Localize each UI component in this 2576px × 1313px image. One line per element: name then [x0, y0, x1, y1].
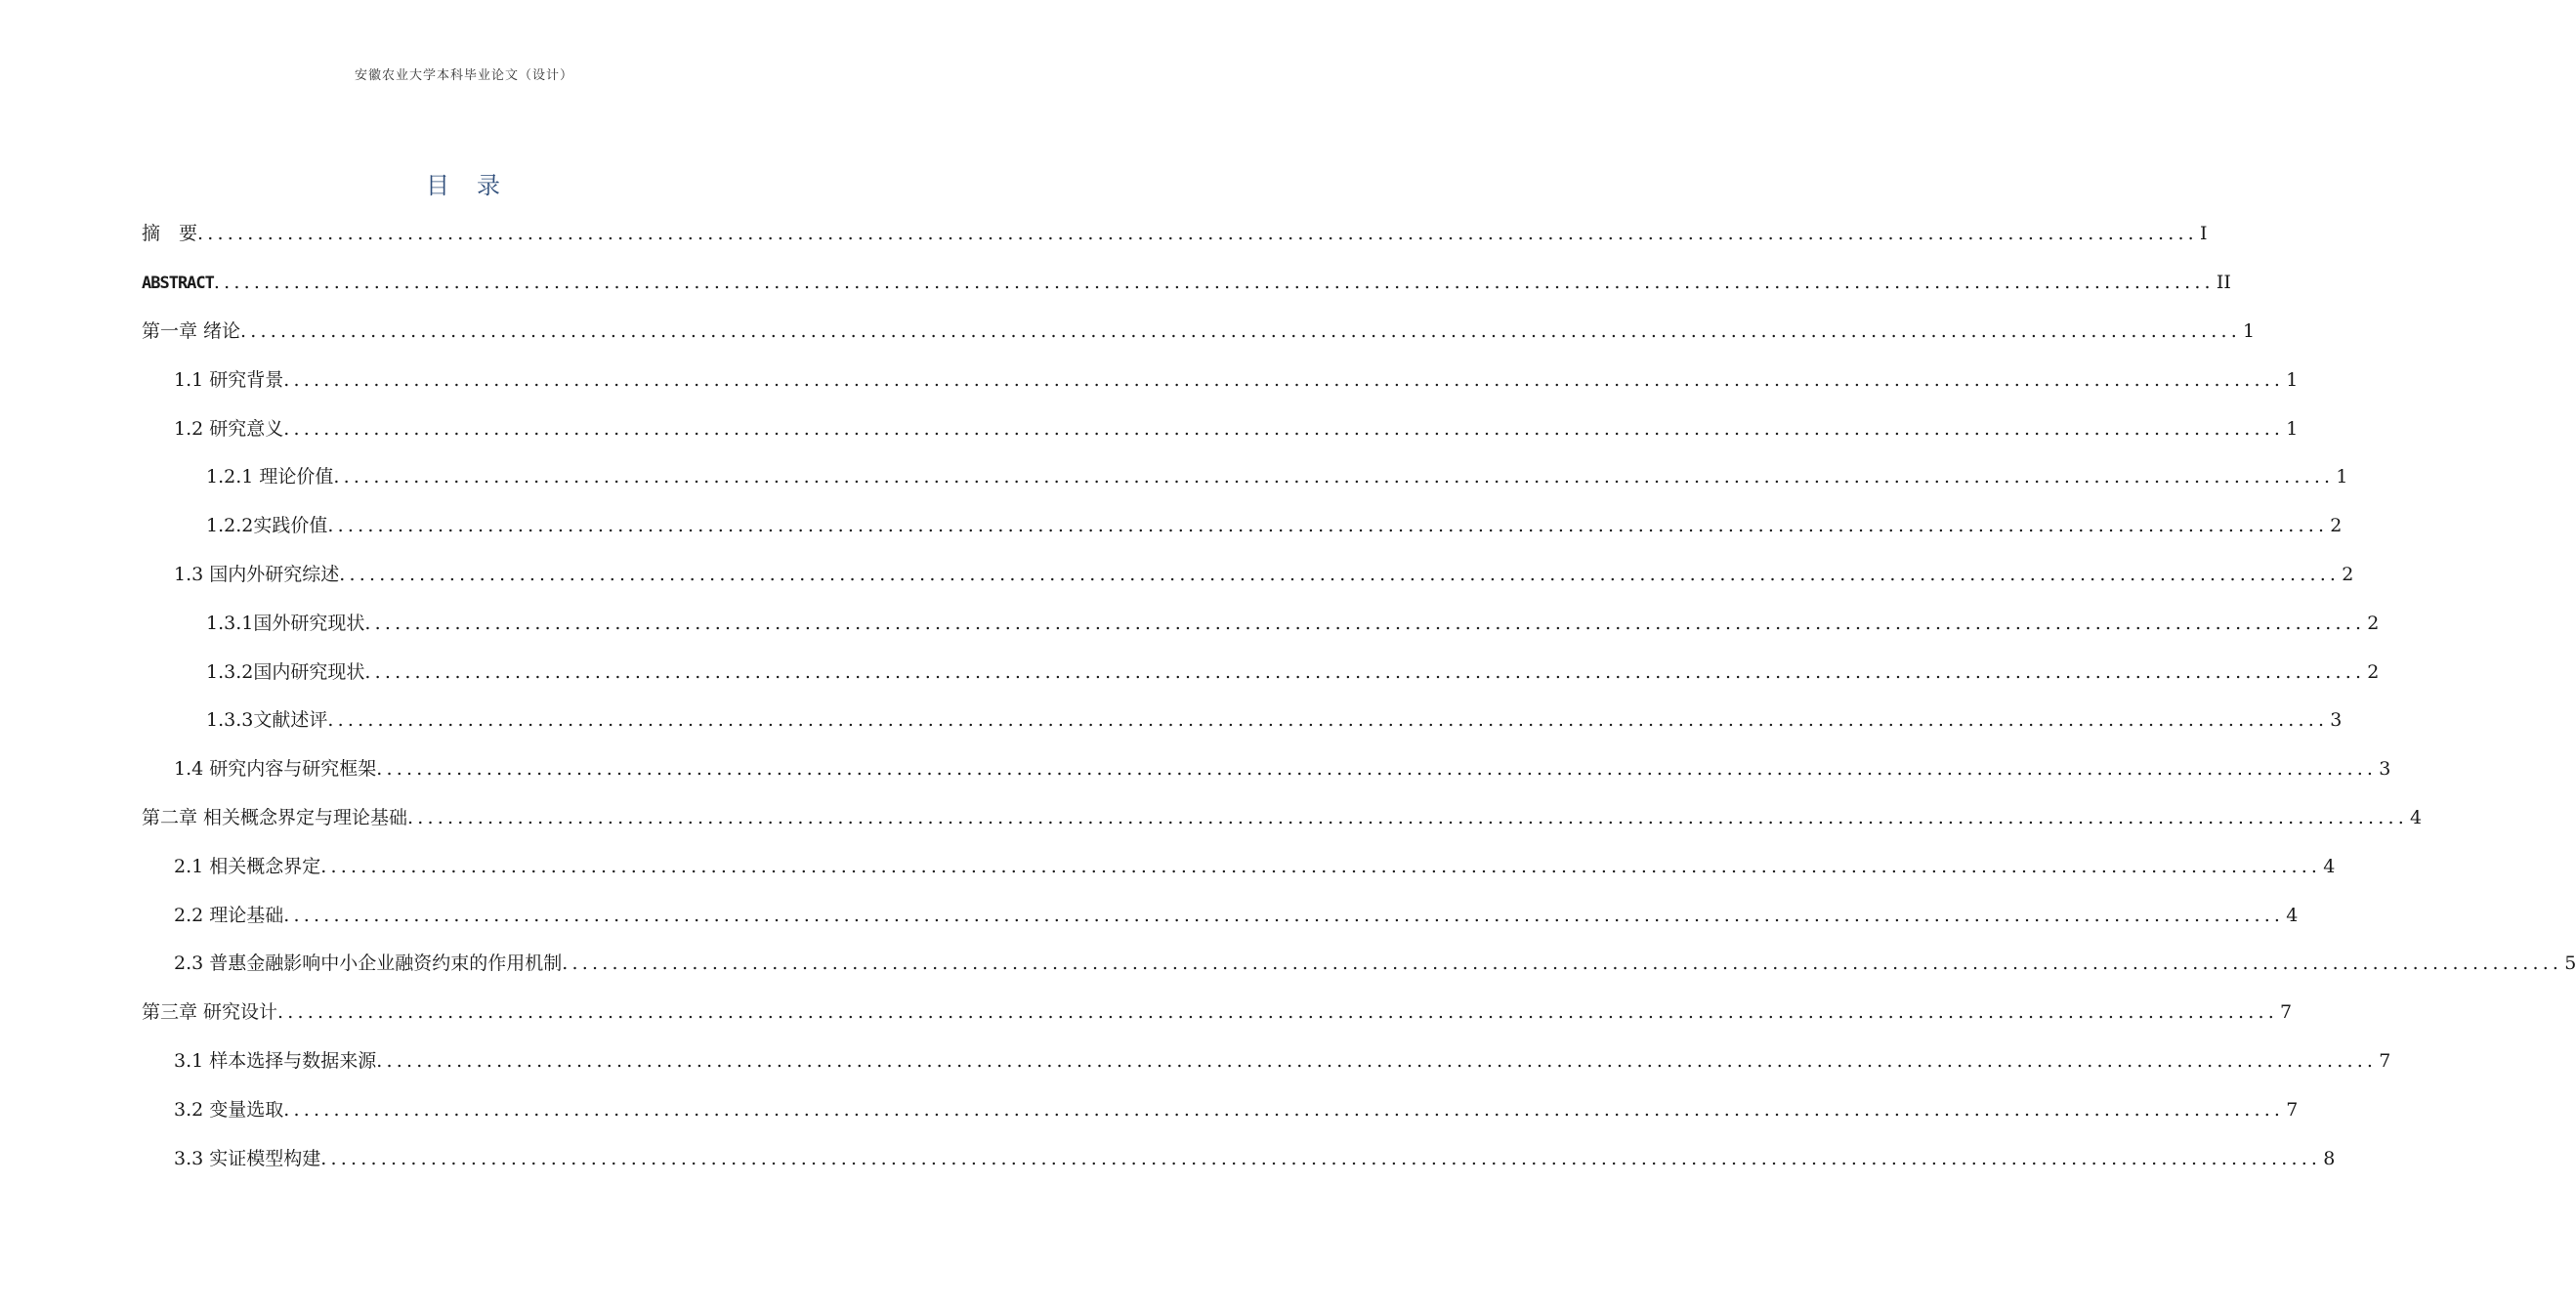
toc-entry-label: 3.2 变量选取	[174, 1099, 284, 1121]
toc-entry-chapter-2[interactable]	[142, 803, 2423, 832]
dot-leader: ........................................................................................................................................................................................................	[407, 807, 2408, 828]
dot-leader: ........................................................................................................................................................................................................	[364, 613, 2366, 634]
toc-entry-page: II	[2216, 272, 2231, 293]
toc-entry-label: 摘 要	[142, 223, 198, 244]
dot-leader: ........................................................................................................................................................................................................	[283, 1099, 2285, 1121]
toc-entry-1-2-1[interactable]	[206, 462, 2348, 491]
toc-entry-page: 4	[2409, 807, 2423, 828]
toc-entry-1-2[interactable]	[174, 414, 2299, 444]
toc-entry-page: 4	[2323, 856, 2336, 877]
dot-leader: ........................................................................................................................................................................................................	[197, 223, 2198, 244]
toc-entry-page: 2	[2342, 564, 2354, 585]
toc-entry-page: 2	[2330, 515, 2343, 536]
toc-entry-abstract-en[interactable]	[142, 268, 2231, 297]
dot-leader: ........................................................................................................................................................................................................	[240, 320, 2241, 342]
dot-leader: ........................................................................................................................................................................................................	[277, 1001, 2278, 1023]
toc-entry-page: I	[2199, 223, 2208, 244]
toc-entry-label: 3.1 样本选择与数据来源	[174, 1050, 377, 1072]
running-header: 安徽农业大学本科毕业论文（设计）	[354, 68, 573, 83]
toc-entry-page: 1	[2286, 369, 2299, 391]
dot-leader: ........................................................................................................................................................................................................	[562, 953, 2563, 974]
toc-entry-label: 1.2.2实践价值	[206, 515, 328, 536]
dot-leader: ........................................................................................................................................................................................................	[364, 661, 2366, 683]
toc-entry-page: 7	[2286, 1099, 2299, 1121]
dot-leader: ........................................................................................................................................................................................................	[327, 709, 2329, 731]
toc-entry-1-1[interactable]	[174, 365, 2299, 395]
toc-entry-label: 1.3 国内外研究综述	[174, 564, 340, 585]
toc-entry-chapter-3[interactable]	[142, 997, 2293, 1027]
toc-entry-page: 4	[2286, 905, 2299, 926]
dot-leader: ........................................................................................................................................................................................................	[327, 515, 2329, 536]
toc-entry-2-3[interactable]	[174, 949, 2576, 978]
toc-entry-2-1[interactable]	[174, 852, 2336, 881]
toc-entry-page: 3	[2379, 758, 2391, 780]
dot-leader: ........................................................................................................................................................................................................	[376, 1050, 2378, 1072]
toc-entry-1-4[interactable]	[174, 754, 2391, 784]
toc-entry-page: 1	[2242, 320, 2256, 342]
toc-entry-3-3[interactable]	[174, 1144, 2336, 1173]
toc-entry-1-2-2[interactable]	[206, 511, 2343, 540]
toc-entry-page: 8	[2323, 1148, 2336, 1169]
toc-entry-page: 7	[2379, 1050, 2391, 1072]
dot-leader: ........................................................................................................................................................................................................	[213, 272, 2215, 293]
toc-entry-page: 7	[2279, 1001, 2293, 1023]
toc-title-part2: 录	[477, 172, 502, 199]
toc-entry-page: 5	[2564, 953, 2576, 974]
toc-entry-page: 1	[2336, 466, 2348, 487]
toc-entry-1-3-3[interactable]	[206, 705, 2343, 735]
toc-entry-label: 3.3 实证模型构建	[174, 1148, 321, 1169]
toc-entry-1-3-2[interactable]	[206, 657, 2380, 687]
toc-entry-label: 1.2.1 理论价值	[206, 466, 334, 487]
dot-leader: ........................................................................................................................................................................................................	[320, 856, 2322, 877]
toc-entry-abstract-cn[interactable]	[142, 219, 2208, 248]
toc-entry-chapter-1[interactable]	[142, 317, 2256, 346]
dot-leader: ........................................................................................................................................................................................................	[320, 1148, 2322, 1169]
toc-entry-1-3-1[interactable]	[206, 609, 2380, 638]
toc-entry-2-2[interactable]	[174, 901, 2299, 930]
toc-entry-label: ABSTRACT	[142, 274, 214, 293]
toc-title-part1: 目	[426, 172, 451, 199]
toc-entry-page: 1	[2286, 418, 2299, 440]
dot-leader: ........................................................................................................................................................................................................	[283, 369, 2285, 391]
toc-entry-label: 2.1 相关概念界定	[174, 856, 321, 877]
toc-entry-label: 第二章 相关概念界定与理论基础	[142, 807, 408, 828]
dot-leader: ........................................................................................................................................................................................................	[283, 418, 2285, 440]
toc-entry-page: 2	[2367, 613, 2380, 634]
dot-leader: ........................................................................................................................................................................................................	[333, 466, 2335, 487]
dot-leader: ........................................................................................................................................................................................................	[283, 905, 2285, 926]
toc-entry-label: 2.2 理论基础	[174, 905, 284, 926]
toc-entry-label: 1.3.3文献述评	[206, 709, 328, 731]
toc-entry-1-3[interactable]	[174, 560, 2354, 589]
toc-entry-3-1[interactable]	[174, 1046, 2391, 1076]
toc-entry-label: 1.1 研究背景	[174, 369, 284, 391]
toc-entry-label: 1.4 研究内容与研究框架	[174, 758, 377, 780]
toc-entry-label: 1.3.1国外研究现状	[206, 613, 365, 634]
toc-entry-3-2[interactable]	[174, 1095, 2299, 1124]
dot-leader: ........................................................................................................................................................................................................	[339, 564, 2341, 585]
toc-entry-label: 2.3 普惠金融影响中小企业融资约束的作用机制	[174, 953, 563, 974]
toc-entry-label: 1.3.2国内研究现状	[206, 661, 365, 683]
toc-entry-page: 2	[2367, 661, 2380, 683]
dot-leader: ........................................................................................................................................................................................................	[376, 758, 2378, 780]
toc-title	[0, 166, 928, 200]
toc-entry-label: 第三章 研究设计	[142, 1001, 278, 1023]
toc-entry-page: 3	[2330, 709, 2343, 731]
toc-entry-label: 第一章 绪论	[142, 320, 241, 342]
toc-entry-label: 1.2 研究意义	[174, 418, 284, 440]
